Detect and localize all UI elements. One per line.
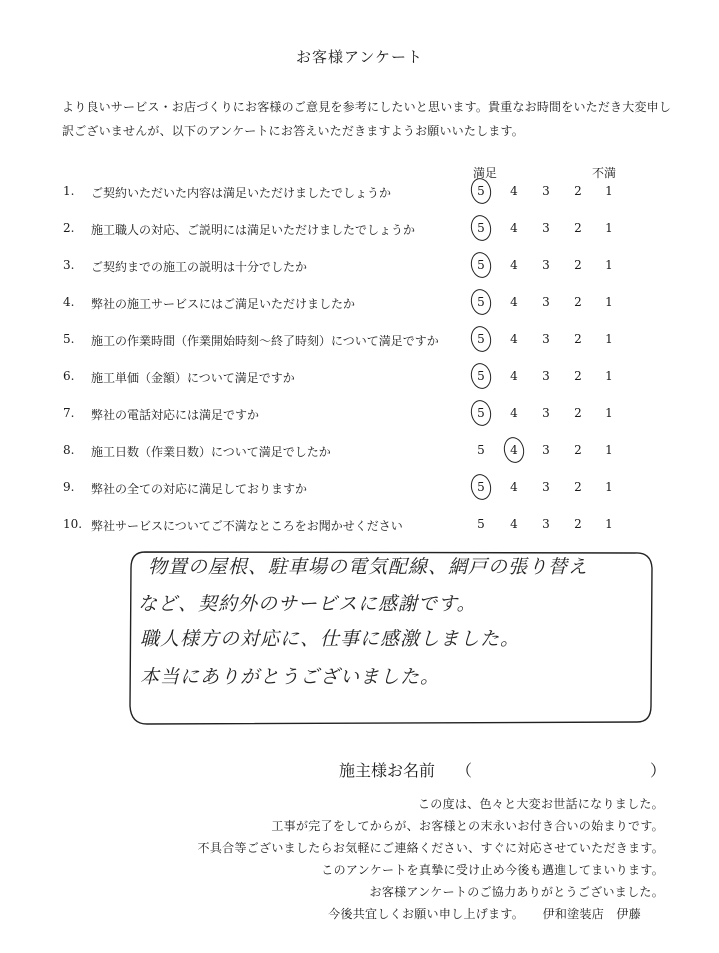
question-number: 4.	[63, 295, 75, 309]
rating-option[interactable]: 4	[510, 369, 518, 383]
rating-option[interactable]: 5	[477, 295, 485, 309]
closing-line-5: お客様アンケートのご協力ありがとうございました。	[369, 885, 664, 899]
question-number: 10.	[63, 517, 83, 531]
rating-option[interactable]: 2	[574, 332, 582, 346]
rating-option[interactable]: 1	[605, 258, 613, 272]
question-number: 2.	[63, 221, 75, 235]
rating-option[interactable]: 1	[605, 480, 613, 494]
question-number: 9.	[63, 480, 75, 494]
owner-name-label: 施主様お名前	[339, 761, 436, 780]
closing-line-2: 工事が完了をしてからが、お客様との末永いお付き合いの始まりです。	[271, 819, 664, 833]
rating-option[interactable]: 4	[510, 406, 518, 420]
selected-rating-circle	[469, 361, 494, 391]
rating-option[interactable]: 4	[510, 295, 518, 309]
comment-line-1: 物置の屋根、駐車場の電気配線、網戸の張り替え	[148, 556, 589, 578]
rating-option[interactable]: 3	[542, 332, 550, 346]
question-text: 弊社サービスについてご不満なところをお聞かせください	[91, 519, 403, 533]
scale-label-dissatisfied: 不満	[592, 166, 617, 180]
rating-option[interactable]: 2	[574, 443, 582, 457]
rating-option[interactable]: 4	[510, 221, 518, 235]
rating-option[interactable]: 3	[542, 184, 550, 198]
rating-option[interactable]: 3	[542, 517, 550, 531]
rating-option[interactable]: 4	[510, 332, 518, 346]
rating-option[interactable]: 5	[477, 369, 485, 383]
name-close-paren: ）	[650, 761, 667, 780]
name-open-paren: （	[456, 761, 473, 780]
selected-rating-circle	[469, 250, 494, 280]
question-text: ご契約いただいた内容は満足いただけましたでしょうか	[91, 186, 392, 200]
intro-line-1: より良いサービス・お店づくりにお客様のご意見を参考にしたいと思います。貴重なお時間をいただき大変申し	[62, 100, 672, 114]
rating-option[interactable]: 2	[574, 406, 582, 420]
rating-option[interactable]: 2	[574, 258, 582, 272]
owner-name-field[interactable]	[478, 762, 646, 782]
closing-line-4: このアンケートを真摯に受け止め今後も邁進してまいります。	[321, 863, 664, 877]
rating-option[interactable]: 2	[574, 184, 582, 198]
comment-line-4: 本当にありがとうございました。	[140, 666, 441, 688]
intro-line-2: 訳ございませんが、以下のアンケートにお答えいただきますようお願いいたします。	[62, 124, 524, 138]
question-text: 施工単価（金額）について満足ですか	[91, 371, 295, 385]
rating-option[interactable]: 3	[542, 443, 550, 457]
scale-label-satisfied: 満足	[473, 166, 498, 180]
rating-option[interactable]: 5	[477, 480, 485, 494]
rating-option[interactable]: 4	[510, 184, 518, 198]
closing-line-1: この度は、色々と大変お世話になりました。	[417, 797, 664, 811]
rating-option[interactable]: 2	[574, 480, 582, 494]
selected-rating-circle	[502, 435, 527, 465]
rating-option[interactable]: 1	[605, 369, 613, 383]
rating-option[interactable]: 5	[477, 332, 485, 346]
question-number: 7.	[63, 406, 75, 420]
question-text: ご契約までの施工の説明は十分でしたか	[91, 260, 308, 274]
comment-line-3: 職人様方の対応に、仕事に感激しました。	[140, 628, 521, 650]
selected-rating-circle	[469, 472, 494, 502]
rating-option[interactable]: 5	[477, 184, 485, 198]
question-text: 施工日数（作業日数）について満足でしたか	[91, 445, 331, 459]
rating-option[interactable]: 1	[605, 184, 613, 198]
rating-option[interactable]: 4	[510, 443, 518, 457]
rating-option[interactable]: 3	[542, 406, 550, 420]
selected-rating-circle	[469, 213, 494, 243]
rating-option[interactable]: 4	[510, 258, 518, 272]
question-number: 5.	[63, 332, 75, 346]
rating-option[interactable]: 5	[477, 221, 485, 235]
selected-rating-circle	[469, 398, 494, 428]
question-number: 6.	[63, 369, 75, 383]
rating-option[interactable]: 3	[542, 221, 550, 235]
rating-option[interactable]: 1	[605, 332, 613, 346]
selected-rating-circle	[469, 324, 494, 354]
rating-option[interactable]: 4	[510, 517, 518, 531]
rating-option[interactable]: 5	[477, 443, 485, 457]
rating-option[interactable]: 1	[605, 443, 613, 457]
rating-option[interactable]: 3	[542, 369, 550, 383]
question-number: 8.	[63, 443, 75, 457]
rating-option[interactable]: 2	[574, 295, 582, 309]
rating-option[interactable]: 1	[605, 221, 613, 235]
rating-option[interactable]: 5	[477, 517, 485, 531]
question-text: 施工職人の対応、ご説明には満足いただけましたでしょうか	[91, 223, 416, 237]
question-text: 弊社の全ての対応に満足しておりますか	[91, 482, 308, 496]
rating-option[interactable]: 5	[477, 406, 485, 420]
rating-option[interactable]: 3	[542, 258, 550, 272]
question-text: 弊社の施工サービスにはご満足いただけましたか	[91, 297, 356, 311]
closing-line-3: 不具合等ございましたらお気軽にご連絡ください、すぐに対応させていただきます。	[197, 841, 664, 855]
question-number: 3.	[63, 258, 75, 272]
rating-option[interactable]: 2	[574, 517, 582, 531]
rating-option[interactable]: 3	[542, 480, 550, 494]
rating-option[interactable]: 1	[605, 406, 613, 420]
comment-line-2: など、契約外のサービスに感謝です。	[138, 593, 477, 615]
rating-option[interactable]: 1	[605, 295, 613, 309]
closing-signature: 今後共宜しくお願い申し上げます。 伊和塗装店 伊藤	[328, 907, 641, 921]
page-title: お客様アンケート	[295, 48, 424, 66]
rating-option[interactable]: 3	[542, 295, 550, 309]
question-number: 1.	[63, 184, 75, 198]
rating-option[interactable]: 1	[605, 517, 613, 531]
rating-option[interactable]: 2	[574, 369, 582, 383]
rating-option[interactable]: 2	[574, 221, 582, 235]
question-text: 施工の作業時間（作業開始時刻〜終了時刻）について満足ですか	[91, 334, 439, 348]
rating-option[interactable]: 5	[477, 258, 485, 272]
selected-rating-circle	[469, 287, 494, 317]
rating-option[interactable]: 4	[510, 480, 518, 494]
question-text: 弊社の電話対応には満足ですか	[91, 408, 260, 422]
